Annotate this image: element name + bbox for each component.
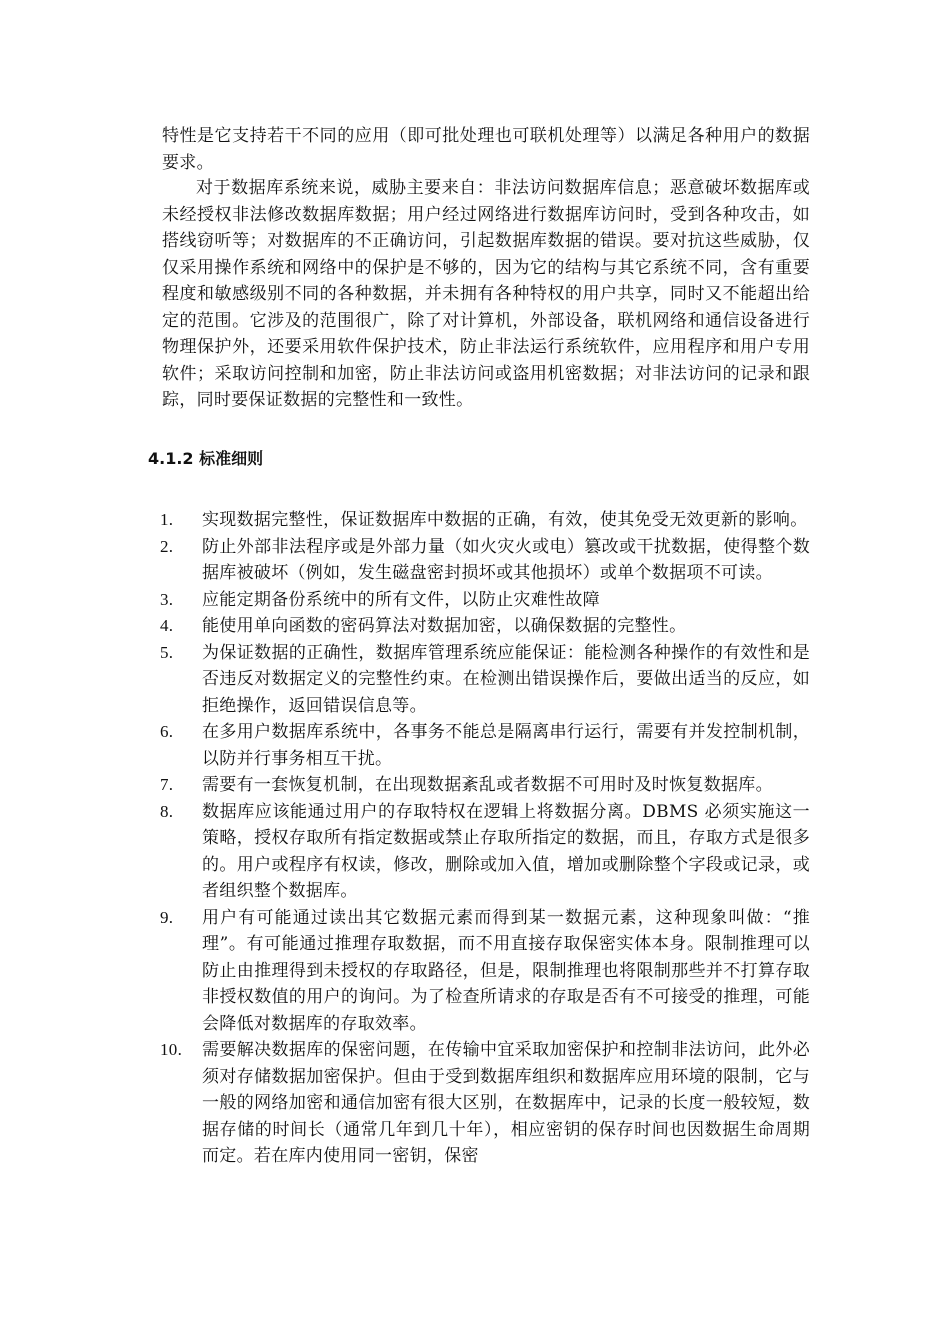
list-item-text: 能使用单向函数的密码算法对数据加密，以确保数据的完整性。	[202, 616, 687, 636]
list-item	[160, 719, 810, 772]
list-item-text: 需要有一套恢复机制，在出现数据紊乱或者数据不可用时及时恢复数据库。	[202, 775, 773, 795]
list-item-number: 2.	[160, 536, 174, 556]
list-item-text: 需要解决数据库的保密问题，在传输中宜采取加密保护和控制非法访问，此外必须对存储数据加密保护。但由于受到数据库组织和数据库应用环境的限制，它与一般的网络加密和通信加密有很大区别，在数据库中，记录的长度一般较短，数据存储的时间长（通常几年到几十年），相应密钥的保存时间也因数据生命周期而定。若在库内使用同一密钥，保密	[202, 1040, 810, 1166]
list-item-text: 在多用户数据库系统中，各事务不能总是隔离串行运行，需要有并发控制机制，以防并行事务相互干扰。	[202, 722, 810, 769]
list-item-text: 应能定期备份系统中的所有文件，以防止灾难性故障	[202, 589, 600, 610]
list-item	[160, 772, 810, 799]
list-item	[160, 1037, 810, 1170]
list-item-number: 6.	[160, 722, 174, 741]
paragraph-intro-continuation: 特性是它支持若干不同的应用（即可批处理也可联机处理等）以满足各种用户的数据要求。	[162, 126, 810, 173]
list-item-number: 1.	[160, 510, 174, 529]
list-item-number: 7.	[160, 775, 174, 794]
list-item-text: 为保证数据的正确性，数据库管理系统应能保证：能检测各种操作的有效性和是否违反对数据定义的完整性约束。在检测出错误操作后，要做出适当的反应，如拒绝操作，返回错误信息等。	[202, 642, 810, 716]
list-item	[160, 905, 810, 1038]
list-item	[160, 587, 810, 614]
list-item	[160, 534, 810, 587]
list-item-number: 9.	[160, 907, 174, 927]
standard-rules-list	[160, 507, 810, 1170]
list-item-number: 5.	[160, 642, 174, 662]
list-item	[160, 640, 810, 720]
list-item	[160, 507, 810, 534]
list-item-text: 防止外部非法程序或是外部力量（如火灾火或电）篡改或干扰数据，使得整个数据库被破坏（例如，发生磁盘密封损坏或其他损坏）或单个数据项不可读。	[202, 536, 810, 583]
paragraph-threats: 对于数据库系统来说，威胁主要来自：非法访问数据库信息；恶意破坏数据库或未经授权非法修改数据库数据；用户经过网络进行数据库访问时，受到各种攻击，如搭线窃听等；对数据库的不正确访问，引起数据库数据的错误。要对抗这些威胁，仅仅采用操作系统和网络中的保护是不够的，因为它的结构与其它系统不同，含有重要程度和敏感级别不同的各种数据，并未拥有各种特权的用户共享，同时又不能超出给定的范围。它涉及的范围很广，除了对计算机，外部设备，联机网络和通信设备进行物理保护外，还要采用软件保护技术，防止非法运行系统软件，应用程序和用户专用软件；采取访问控制和加密，防止非法访问或盗用机密数据；对非法访问的记录和跟踪，同时要保证数据的完整性和一致性。	[162, 178, 810, 410]
section-heading: 4.1.2 标准细则	[148, 449, 264, 468]
list-item-number: 4.	[160, 616, 174, 635]
list-item-text: 数据库应该能通过用户的存取特权在逻辑上将数据分离。DBMS 必须实施这一策略，授权存取所有指定数据或禁止存取所指定的数据，而且，存取方式是很多的。用户或程序有权读，修改，删除或加入值，增加或删除整个字段或记录，或者组织整个数据库。	[202, 801, 810, 901]
list-item-number: 8.	[160, 801, 174, 821]
list-item	[160, 799, 810, 905]
list-item	[160, 613, 810, 640]
list-item-text: 实现数据完整性，保证数据库中数据的正确，有效，使其免受无效更新的影响。	[202, 510, 808, 530]
list-item-text: 用户有可能通过读出其它数据元素而得到某一数据元素，这种现象叫做：“推理”。有可能通过推理存取数据，而不用直接存取保密实体本身。限制推理可以防止由推理得到未授权的存取路径，但是，限制推理也将限制那些并不打算存取非授权数值的用户的询问。为了检查所请求的存取是否有不可接受的推理，可能会降低对数据库的存取效率。	[202, 907, 810, 1034]
list-item-number: 10.	[160, 1040, 183, 1059]
list-item-number: 3.	[160, 589, 174, 609]
